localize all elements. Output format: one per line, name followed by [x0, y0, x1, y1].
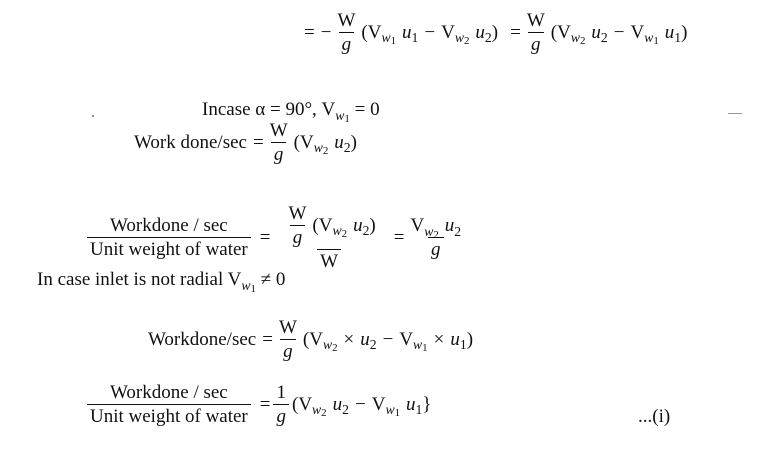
minus-sign: −	[320, 22, 332, 43]
scan-mark	[728, 113, 742, 114]
fraction-one-over-g: $\frac{1}{g}$	[273, 383, 289, 426]
fraction-v-u-over-g: $\frac{V_{w2} u_2}{g}$	[410, 215, 462, 260]
equation-line-6: Workdone/sec = $\frac{W}{g}$ ( V w2 × u 2 − V w1 × u 1 )	[148, 317, 474, 362]
equation-line-1: = − $\frac{W}{g}$ ( V w1 u 1 − V w2 u 2 ) = $\frac{W}{g}$ ( V w2 u 2 − V w1 u 1 )	[304, 10, 688, 55]
fraction-w-over-g: $\frac{W}{g}$	[278, 317, 297, 362]
fraction-w-over-g: $\frac{W}{g}$	[269, 120, 288, 165]
fraction-w-over-g: $\frac{W}{g}$	[526, 10, 545, 55]
fraction-w-over-g: $\frac{W}{g}$	[337, 10, 356, 55]
equals-sign: =	[304, 22, 315, 43]
equation-line-3: Work done/sec = $\frac{W}{g}$ ( V w2 u 2 )	[134, 120, 357, 165]
scan-speck	[92, 115, 94, 117]
equation-line-5: In case inlet is not radial $V_{w1} \ne 0$	[37, 269, 286, 296]
equation-number: ...(i)	[638, 406, 671, 427]
equation-line-2: Incase α = 90°, $V_{w1} = 0$	[202, 99, 380, 126]
equation-line-7: $\frac{\text{Workdone / sec}}{\text{Unit weight of water}}$ = $\frac{1}{g}$ ( V w2 u 2 − V w1 u 1 }	[84, 383, 432, 426]
fraction-workdone-per-unit-weight: $\frac{\text{Workdone / sec}}{\text{Unit weight of water}}$	[87, 216, 251, 259]
fraction-workdone-per-unit-weight: $\frac{\text{Workdone / sec}}{\text{Unit weight of water}}$	[87, 383, 251, 426]
fraction-complex: $\frac{W}{g}$ ( V w2 u 2 ) W	[288, 203, 376, 272]
equation-line-4: $\frac{\text{Workdone / sec}}{\text{Unit weight of water}}$ = $\frac{W}{g}$ ( V w2 u 2 ) W = $\frac{V_{w2} u_2}{g}$	[84, 204, 467, 271]
